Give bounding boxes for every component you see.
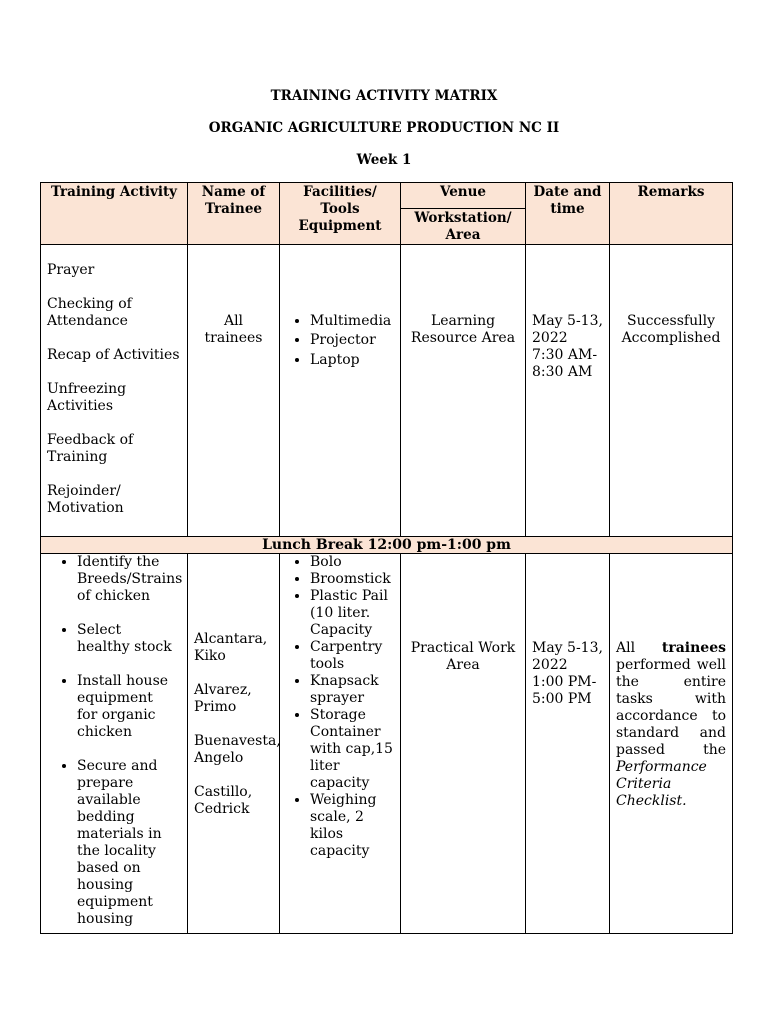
lunch-break-row [41, 537, 733, 554]
training-matrix-table [40, 182, 733, 934]
trainees-cell [188, 554, 280, 934]
list-item: Prayer [47, 262, 95, 278]
list-item: Rejoinder/ Motivation [47, 483, 124, 516]
header-venue: Venue [401, 183, 526, 209]
header-remarks: Remarks [610, 183, 733, 245]
list-item: • Multimedia [310, 313, 394, 330]
list-item: Buenavesta, Angelo [194, 733, 281, 766]
list-item: • Projector [310, 332, 394, 349]
header-training-activity: Training Activity [41, 183, 188, 245]
header-name-of-trainee: Name of Trainee [188, 183, 280, 245]
list-item: • Bolo [310, 554, 394, 571]
list-item: • Plastic Pail (10 liter. Capacity [310, 588, 394, 639]
venue-cell: Learning Resource Area [401, 245, 526, 537]
document-title: TRAINING ACTIVITY MATRIX [270, 88, 498, 104]
list-item: • Select healthy stock [77, 622, 175, 656]
header-facilities: Facilities/ Tools Equipment [280, 183, 401, 245]
remarks-checklist-name: Performance Criteria Checklist. [616, 759, 707, 809]
list-item: Alvarez, Primo [194, 682, 252, 715]
header-date-time: Date and time [526, 183, 610, 245]
remarks-text: All [616, 640, 636, 656]
list-item: • Secure and prepare available bedding materials in the locality based on housing equipment housing [77, 758, 175, 928]
facilities-cell [280, 554, 401, 934]
date-cell: May 5-13, 2022 7:30 AM-8:30 AM [526, 245, 610, 537]
list-item: • Weighing scale, 2 kilos capacity [310, 792, 394, 860]
lunch-break-label: Lunch Break 12:00 pm-1:00 pm [41, 537, 733, 554]
list-item: • Carpentry tools [310, 639, 394, 673]
table-row [41, 245, 733, 537]
activities-cell [41, 554, 188, 934]
header-workstation: Workstation/ Area [401, 209, 526, 245]
list-item: Feedback of Training [47, 432, 134, 465]
list-item: • Broomstick [310, 571, 394, 588]
activities-cell [41, 245, 188, 537]
list-item: • Identify the Breeds/Strains of chicken [77, 554, 175, 605]
list-item: Castillo, Cedrick [194, 784, 253, 817]
remarks-cell: Successfully Accomplished [610, 245, 733, 537]
date-cell: May 5-13, 2022 1:00 PM-5:00 PM [526, 554, 610, 934]
list-item: Alcantara, Kiko [194, 631, 268, 664]
facilities-cell [280, 245, 401, 537]
list-item: • Storage Container with cap,15 liter capacity [310, 707, 394, 792]
list-item: • Laptop [310, 352, 394, 369]
list-item: Unfreezing Activities [47, 381, 127, 414]
table-row [41, 554, 733, 934]
trainee-cell: All trainees [188, 245, 280, 537]
list-item: Recap of Activities [47, 347, 180, 363]
week-label: Week 1 [356, 152, 412, 168]
list-item: Checking of Attendance [47, 296, 132, 329]
remarks-emphasis: trainees [661, 640, 726, 656]
venue-cell: Practical Work Area [401, 554, 526, 934]
list-item: • Knapsack sprayer [310, 673, 394, 707]
list-item: • Install house equipment for organic chicken [77, 673, 175, 741]
remarks-text: performed well the entire tasks with accordance to standard and passed the [616, 657, 726, 758]
remarks-cell [610, 554, 733, 934]
document-subtitle: ORGANIC AGRICULTURE PRODUCTION NC II [208, 120, 560, 136]
